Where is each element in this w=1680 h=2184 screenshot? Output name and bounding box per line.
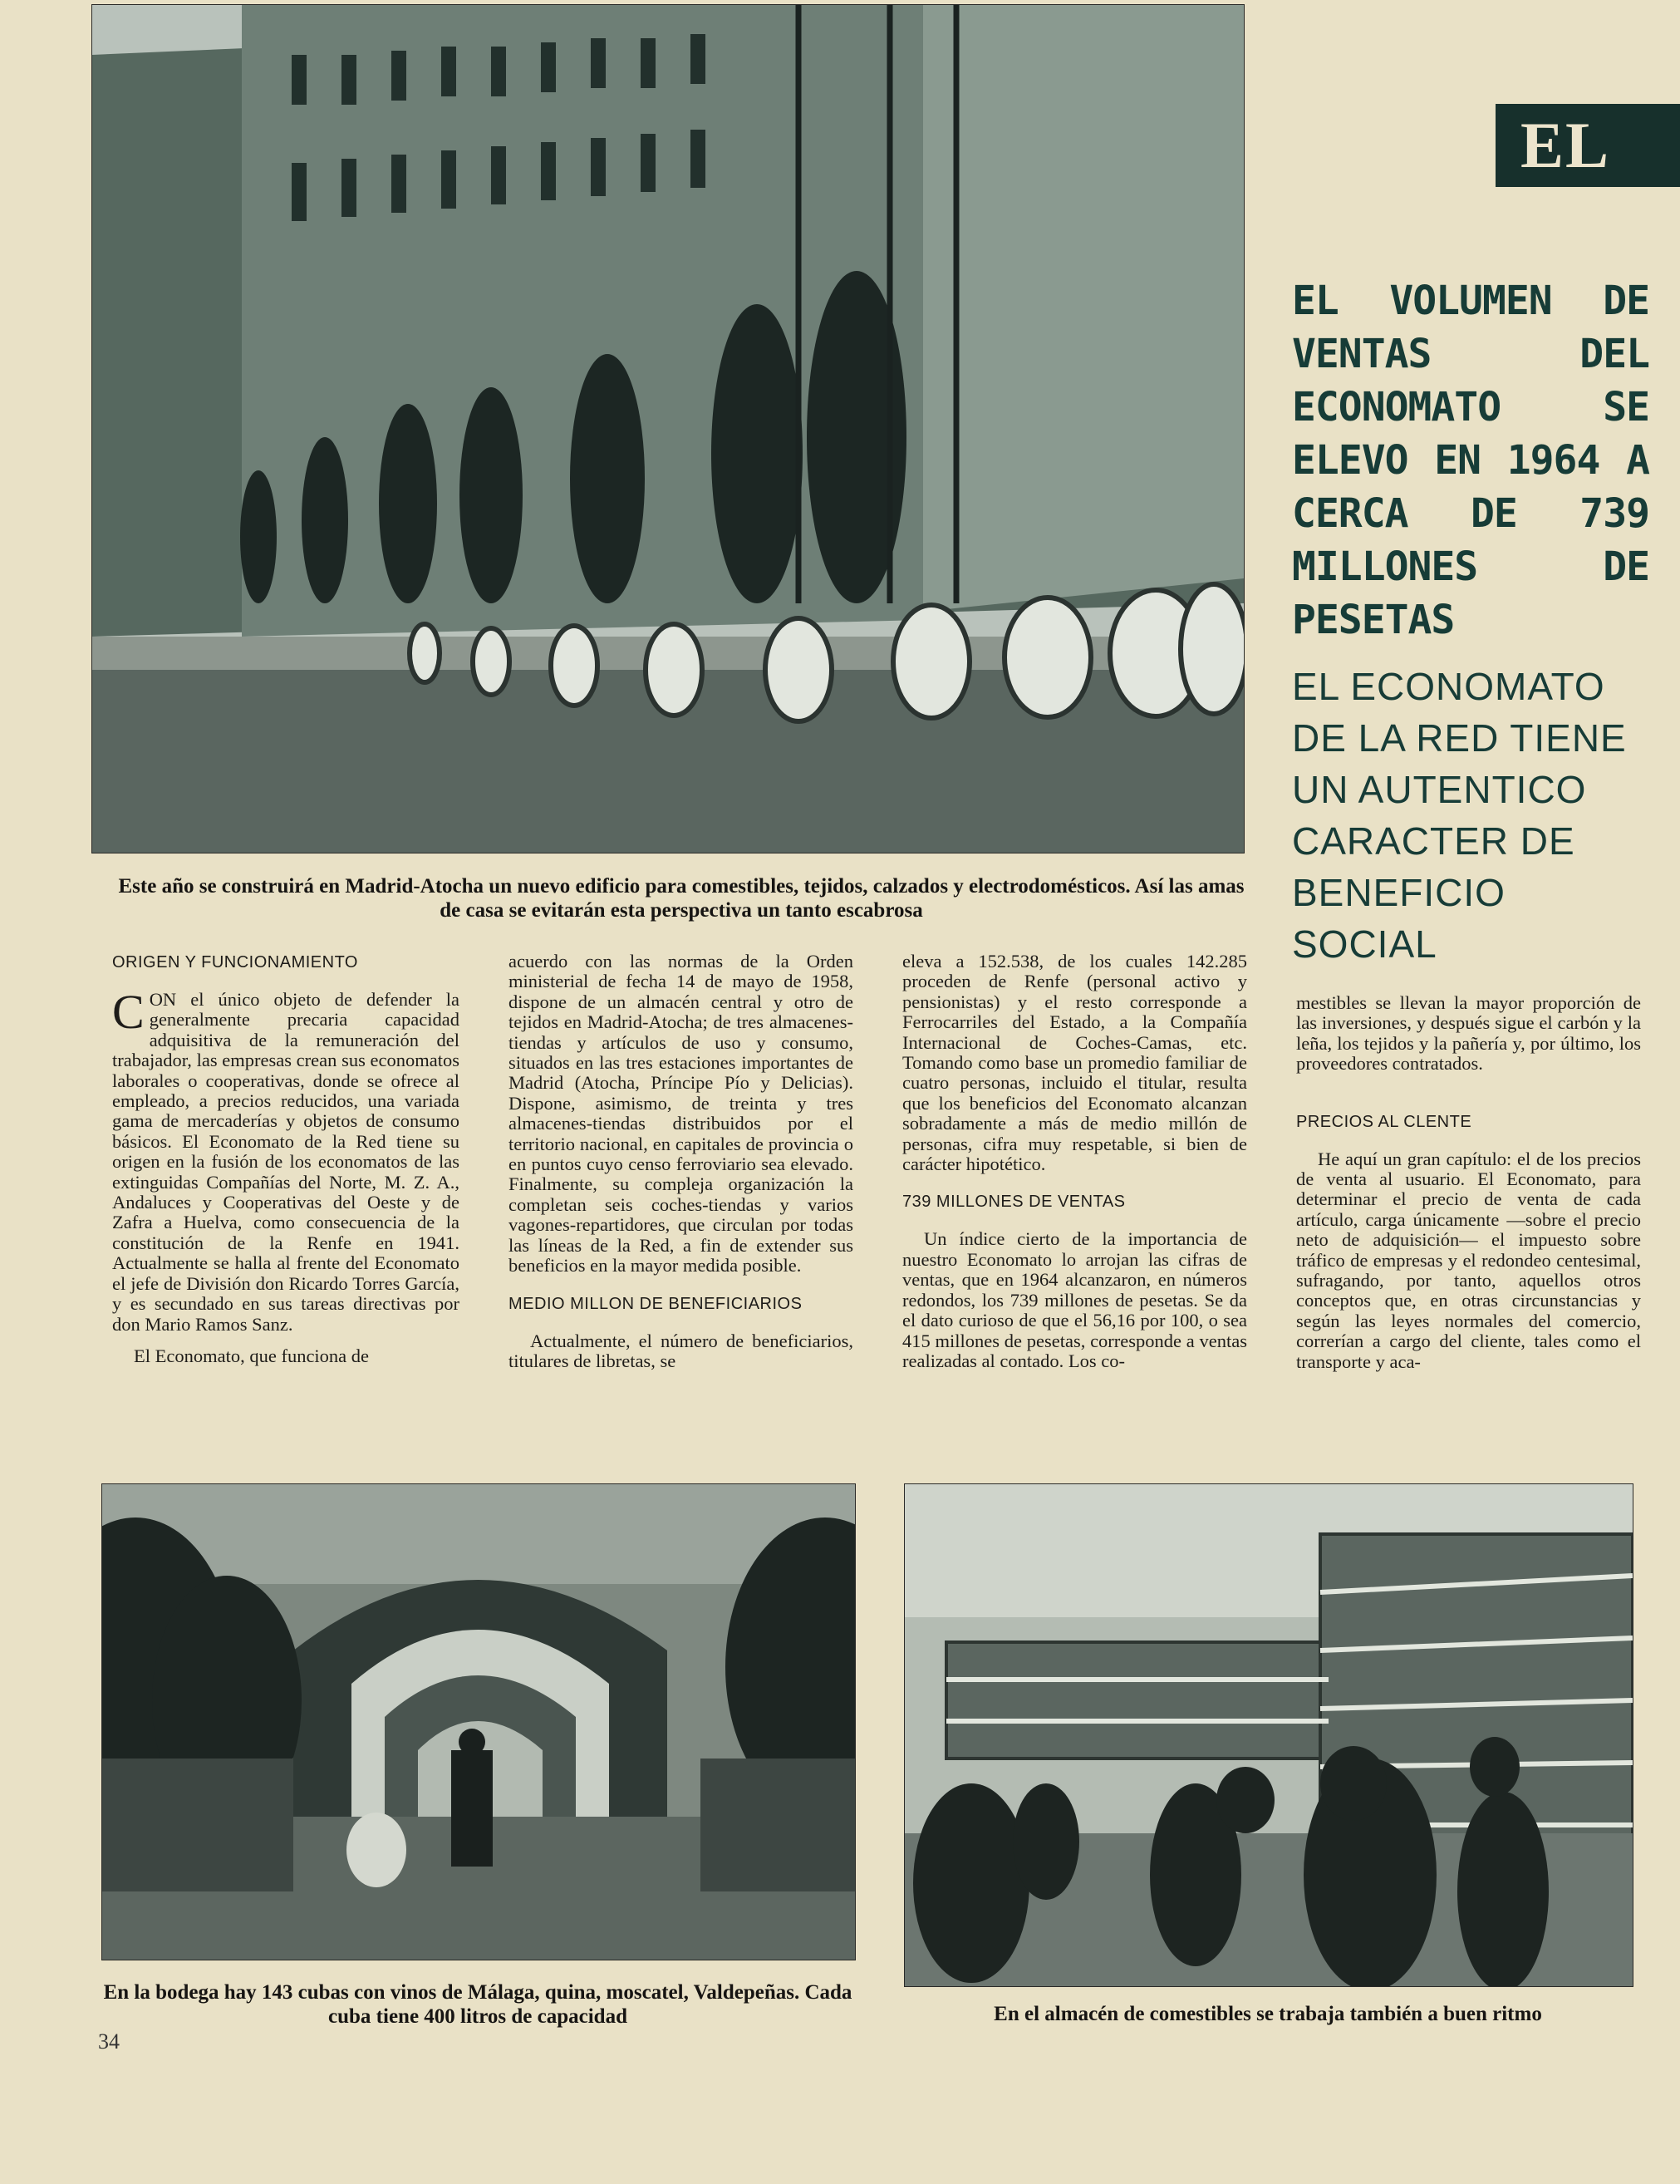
photo-atocha-building xyxy=(91,4,1245,853)
deck: EL ECONOMATO DE LA RED TIENE UN AUTENTICO CARACTER DE BENEFICIO SOCIAL xyxy=(1292,665,1627,966)
col4-paragraph-1: mestibles se llevan la mayor proporción de las inversiones, y después sigue el carbón y la leña, los tejidos y la pañería y, por último, los proveedores contratados. xyxy=(1296,992,1641,1075)
article-column-2 xyxy=(508,952,853,1371)
subheading-millones: 739 MILLONES DE VENTAS xyxy=(902,1193,1126,1212)
col3-paragraph-1: eleva a 152.538, de los cuales 142.285 proceden de Renfe (personal activo y pensionistas) y el resto corresponde a Ferrocarriles del Estado, a la Compañía Internacional de Coches-Camas, etc. Tomando como base un promedio familiar de cuatro personas, incluido el titular, resulta que los beneficios del Economato alcanzan sobradamente a más de medio millón de personas, cifra muy respetable, si bien de carácter hipotético. xyxy=(902,951,1247,1175)
photo-wine-cellar xyxy=(101,1483,856,1960)
subheading-beneficiarios: MEDIO MILLON DE BENEFICIARIOS xyxy=(508,1294,803,1313)
col1-paragraph-1: CON el único objeto de defender la generalmente precaria capacidad adquisitiva de la remuneración del trabajador, las empresas crean sus economatos laborales o cooperativas, donde se ofrece al empleado, a precios reducidos, una variada gama de mercaderías y objetos de consumo básicos. El Economato de la Red tiene su origen en la fusión de los economatos de las extinguidas Compañías del Norte, M. Z. A., Andaluces y Cooperativas del Oeste y de Zafra a Huelva, como consecuencia de la constitución de la Renfe en 1941. Actualmente se halla al frente del Economato el jefe de División don Ricardo Torres García, y es secundado en sus tareas directivas por don Mario Ramos Sanz. xyxy=(112,985,459,1335)
bottom-right-caption: En el almacén de comestibles se trabaja también a buen ritmo xyxy=(994,2003,1542,2025)
section-badge: EL xyxy=(1496,104,1680,187)
top-photo-caption: Este año se construirá en Madrid-Atocha un nuevo edificio para comestibles, tejidos, calzados y electrodomésticos. Así las amas de casa se evitarán esta perspectiva un tanto escabrosa xyxy=(118,875,1245,922)
col3-paragraph-2: Un índice cierto de la importancia de nuestro Economato lo arrojan las cifras de ventas, que en 1964 alcanzaron, en números redondos, los 739 millones de pesetas. Se da el dato curioso de que el 56,16 por 100, o sea 415 millones de pesetas, corresponde a ventas realizadas al contado. Los co- xyxy=(902,1228,1247,1371)
subheading-origen: ORIGEN Y FUNCIONAMIENTO xyxy=(112,953,358,971)
col2-paragraph-2: Actualmente, el número de beneficiarios, titulares de libretas, se xyxy=(508,1330,853,1371)
article-column-3 xyxy=(902,952,1247,1371)
col1-paragraph-2: El Economato, que funciona de xyxy=(134,1345,370,1366)
article-column-4 xyxy=(1296,993,1641,1372)
drop-cap: C xyxy=(112,985,145,1039)
bottom-left-caption: En la bodega hay 143 cubas con vinos de Málaga, quina, moscatel, Valdepeñas. Cada cuba tiene 400 litros de capacidad xyxy=(103,1981,852,2028)
page-number: 34 xyxy=(98,2029,120,2054)
subheading-precios: PRECIOS AL CLENTE xyxy=(1296,1112,1472,1131)
article-column-1 xyxy=(112,953,459,1366)
headline: EL VOLUMEN DE VENTAS DEL ECONOMATO SE ELEVO EN 1964 A CERCA DE 739 MILLONES DE PESETAS xyxy=(1292,278,1649,643)
col2-paragraph-1: acuerdo con las normas de la Orden ministerial de fecha 14 de mayo de 1958, dispone de un almacén central y otro de tejidos en Madrid-Atocha; de tres almacenes-tiendas y artículos de uso y consumo, situados en las tres estaciones importantes de Madrid (Atocha, Príncipe Pío y Delicias). Dispone, asimismo, de treinta y tres almacenes-tiendas distribuidos por el territorio nacional, en capitales de provincia o en puntos cuyo censo ferroviario sea elevado. Finalmente, su compleja organización la completan seis coches-tiendas y varios vagones-repartidores, que circulan por todas las líneas de la Red, a fin de extender sus beneficios en la mayor medida posible. xyxy=(508,951,853,1276)
photo-grocery-store xyxy=(904,1483,1633,1987)
col4-paragraph-2: He aquí un gran capítulo: el de los precios de venta al usuario. El Economato, para determinar el precio de venta de cada artículo, carga únicamente —sobre el precio neto de adquisición— el impuesto sobre tráfico de empresas y el redondeo centesimal, sufragando, por tanto, aquellos otros conceptos que, en otras circunstancias y según las leyes normales del comercio, correrían a cargo del cliente, tales como el transporte y aca- xyxy=(1296,1148,1641,1372)
